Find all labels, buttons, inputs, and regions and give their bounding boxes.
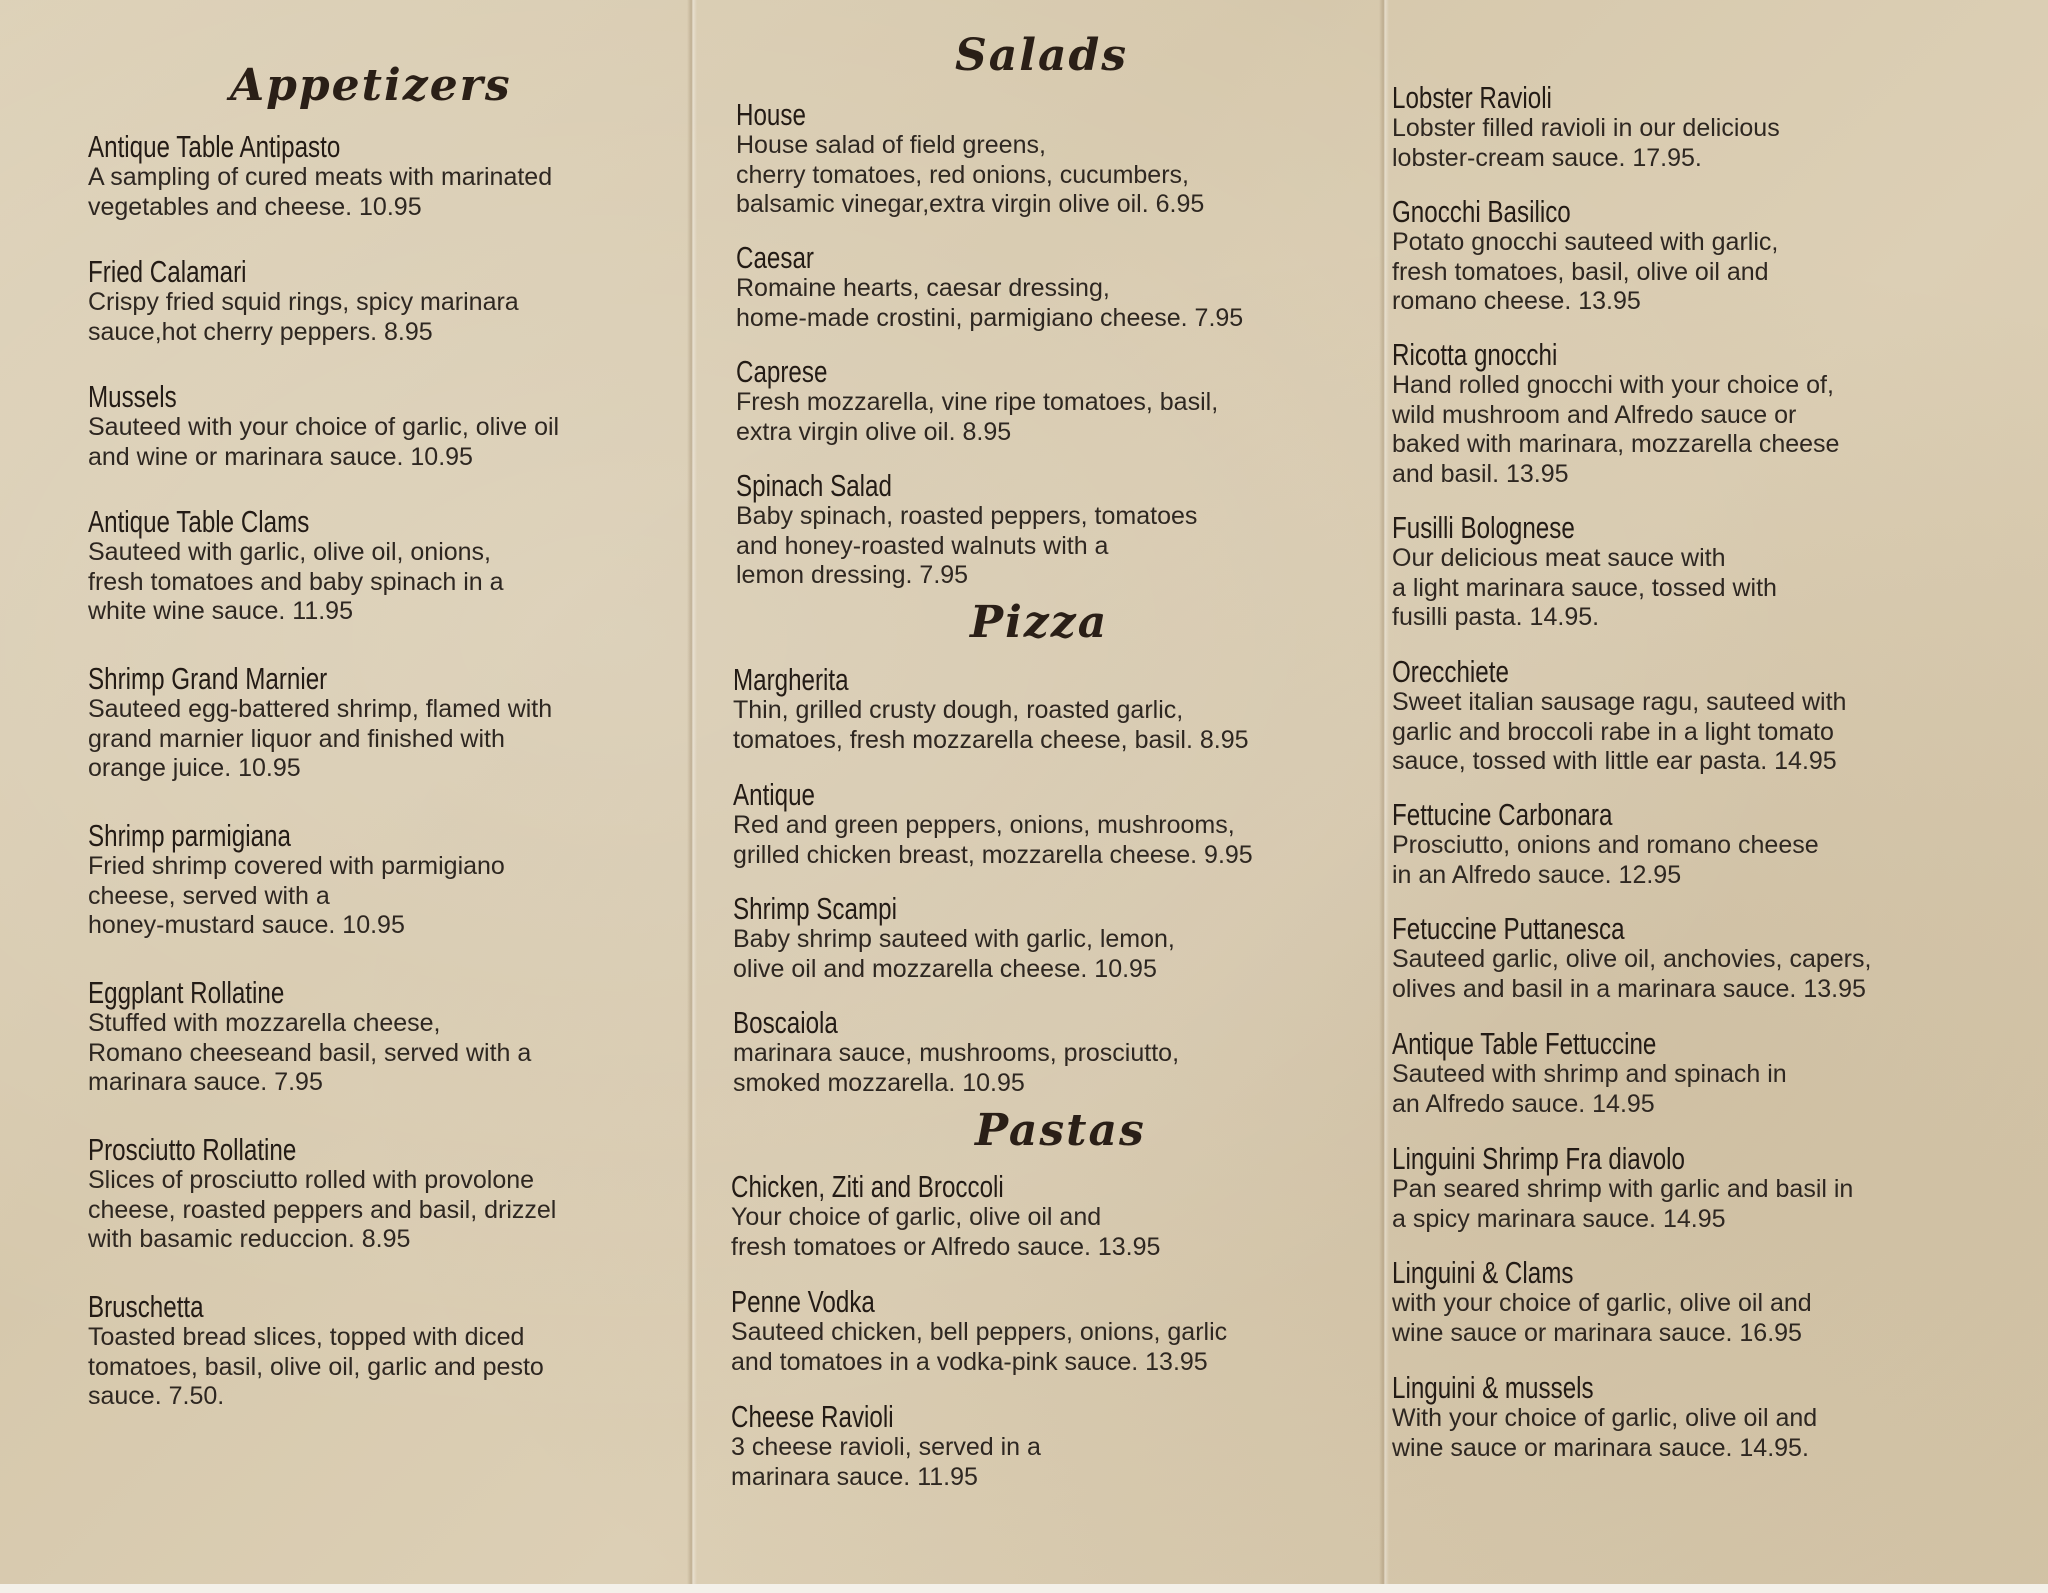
item-name: Caprese	[736, 354, 828, 389]
item-description: Romaine hearts, caesar dressing, home-made crostini, parmigiano cheese. 7.95	[736, 274, 1244, 332]
item-name: Eggplant Rollatine	[88, 975, 285, 1010]
menu-item	[1392, 511, 1777, 633]
item-name: Shrimp parmigiana	[88, 818, 291, 853]
item-name: Antique Table Fettuccine	[1392, 1026, 1657, 1061]
item-name: Fusilli Bolognese	[1392, 510, 1575, 545]
item-name: Shrimp Scampi	[733, 891, 897, 926]
item-description: Sauteed egg-battered shrimp, flamed with grand marnier liquor and finished with orange juice. 10.95	[88, 695, 553, 782]
item-name: House	[736, 97, 806, 132]
menu-item	[731, 1400, 1041, 1492]
fold-line	[1379, 0, 1389, 1584]
menu-item	[736, 469, 1197, 591]
item-description: Baby shrimp sauteed with garlic, lemon, olive oil and mozzarella cheese. 10.95	[733, 925, 1175, 983]
scan-border	[0, 1584, 2048, 1593]
item-name: Lobster Ravioli	[1392, 80, 1552, 115]
menu-item	[1392, 1256, 1812, 1348]
menu-item	[1392, 1027, 1787, 1119]
item-description: Baby spinach, roasted peppers, tomatoes and honey-roasted walnuts with a lemon dressing. 7.95	[736, 502, 1198, 589]
menu-item	[733, 1006, 1179, 1098]
item-name: Antique Table Clams	[88, 504, 310, 539]
item-name: Chicken, Ziti and Broccoli	[731, 1169, 1004, 1204]
item-name: Cheese Ravioli	[731, 1399, 894, 1434]
item-name: Caesar	[736, 240, 814, 275]
item-description: Sauteed with garlic, olive oil, onions, fresh tomatoes and baby spinach in a white wine sauce. 11.95	[88, 538, 504, 625]
item-name: Linguini & mussels	[1392, 1370, 1594, 1405]
menu-item	[1392, 798, 1819, 890]
item-description: Thin, grilled crusty dough, roasted garlic, tomatoes, fresh mozzarella cheese, basil. 8.95	[733, 696, 1249, 754]
item-description: Toasted bread slices, topped with diced tomatoes, basil, olive oil, garlic and pesto sauce. 7.50.	[88, 1323, 544, 1410]
menu-item	[736, 355, 1218, 447]
fold-line	[687, 0, 697, 1584]
menu-item	[733, 663, 1249, 755]
item-name: Linguini & Clams	[1392, 1255, 1574, 1290]
item-name: Antique Table Antipasto	[88, 129, 341, 164]
item-description: Slices of prosciutto rolled with provolone cheese, roasted peppers and basil, drizzel with basamic reduccion. 8.95	[88, 1166, 557, 1253]
item-name: Orecchiete	[1392, 654, 1509, 689]
menu-item	[88, 662, 552, 784]
menu-item	[88, 1290, 544, 1412]
item-description: marinara sauce, mushrooms, prosciutto, smoked mozzarella. 10.95	[733, 1039, 1180, 1097]
menu-item	[1392, 81, 1780, 173]
menu-item	[733, 892, 1175, 984]
item-description: Crispy fried squid rings, spicy marinara sauce,hot cherry peppers. 8.95	[88, 288, 519, 346]
menu-item	[1392, 1142, 1853, 1234]
menu-item	[731, 1170, 1160, 1262]
item-name: Fettucine Carbonara	[1392, 797, 1613, 832]
menu-item	[736, 98, 1204, 220]
item-description: Red and green peppers, onions, mushrooms, grilled chicken breast, mozzarella cheese. 9.95	[733, 811, 1253, 869]
item-name: Penne Vodka	[731, 1284, 875, 1319]
item-description: Sauteed with your choice of garlic, olive oil and wine or marinara sauce. 10.95	[88, 413, 560, 471]
menu-item	[88, 819, 505, 941]
item-description: Lobster filled ravioli in our delicious lobster-cream sauce. 17.95.	[1392, 114, 1780, 172]
item-name: Ricotta gnocchi	[1392, 337, 1558, 372]
item-name: Fried Calamari	[88, 254, 247, 289]
item-name: Boscaiola	[733, 1005, 838, 1040]
item-name: Mussels	[88, 379, 177, 414]
menu-item	[1392, 912, 1871, 1004]
item-name: Antique	[733, 777, 816, 812]
item-description: House salad of field greens, cherry tomatoes, red onions, cucumbers, balsamic vinegar,extra virgin olive oil. 6.95	[736, 131, 1205, 218]
item-description: Pan seared shrimp with garlic and basil in a spicy marinara sauce. 14.95	[1392, 1175, 1854, 1233]
menu-item	[733, 778, 1253, 870]
item-name: Prosciutto Rollatine	[88, 1132, 297, 1167]
item-name: Linguini Shrimp Fra diavolo	[1392, 1141, 1685, 1176]
item-description: with your choice of garlic, olive oil and wine sauce or marinara sauce. 16.95	[1392, 1289, 1812, 1347]
item-description: Fresh mozzarella, vine ripe tomatoes, basil, extra virgin olive oil. 8.95	[736, 388, 1219, 446]
menu-item	[1392, 195, 1778, 317]
item-description: Prosciutto, onions and romano cheese in an Alfredo sauce. 12.95	[1392, 831, 1819, 889]
item-description: Sauteed garlic, olive oil, anchovies, capers, olives and basil in a marinara sauce. 13.95	[1392, 945, 1872, 1003]
menu-item	[731, 1285, 1227, 1377]
item-description: Sweet italian sausage ragu, sauteed with garlic and broccoli rabe in a light tomato sauce, tossed with little ear pasta. 14.95	[1392, 688, 1847, 775]
section-title-salads: Salads	[955, 30, 1129, 81]
item-description: Potato gnocchi sauteed with garlic, fresh tomatoes, basil, olive oil and romano cheese. 13.95	[1392, 228, 1779, 315]
menu-item	[88, 976, 531, 1098]
menu-item	[88, 505, 504, 627]
item-description: Sauteed chicken, bell peppers, onions, garlic and tomatoes in a vodka-pink sauce. 13.95	[731, 1318, 1228, 1376]
item-description: Sauteed with shrimp and spinach in an Alfredo sauce. 14.95	[1392, 1060, 1787, 1118]
menu-item	[1392, 655, 1846, 777]
item-name: Shrimp Grand Marnier	[88, 661, 328, 696]
menu-item	[1392, 338, 1839, 489]
item-description: 3 cheese ravioli, served in a marinara sauce. 11.95	[731, 1433, 1041, 1491]
item-name: Margherita	[733, 662, 849, 697]
item-description: Stuffed with mozzarella cheese, Romano cheeseand basil, served with a marinara sauce. 7.95	[88, 1009, 532, 1096]
menu-item	[88, 130, 552, 222]
section-title-pastas: Pastas	[975, 1105, 1146, 1156]
item-description: Your choice of garlic, olive oil and fresh tomatoes or Alfredo sauce. 13.95	[731, 1203, 1161, 1261]
item-description: Fried shrimp covered with parmigiano cheese, served with a honey-mustard sauce. 10.95	[88, 852, 505, 939]
item-name: Spinach Salad	[736, 468, 892, 503]
menu-item	[736, 241, 1243, 333]
item-description: With your choice of garlic, olive oil and wine sauce or marinara sauce. 14.95.	[1392, 1404, 1818, 1462]
menu-item	[88, 1133, 556, 1255]
item-description: A sampling of cured meats with marinated vegetables and cheese. 10.95	[88, 163, 553, 221]
menu-item	[88, 380, 559, 472]
item-description: Our delicious meat sauce with a light marinara sauce, tossed with fusilli pasta. 14.95.	[1392, 544, 1777, 631]
section-title-appetizers: Appetizers	[230, 60, 512, 111]
menu-item	[88, 255, 519, 347]
section-title-pizza: Pizza	[970, 597, 1109, 648]
item-name: Gnocchi Basilico	[1392, 194, 1571, 229]
menu-item	[1392, 1371, 1817, 1463]
item-description: Hand rolled gnocchi with your choice of, wild mushroom and Alfredo sauce or baked with marinara, mozzarella cheese and basil. 13.95	[1392, 371, 1840, 488]
item-name: Bruschetta	[88, 1289, 204, 1324]
item-name: Fetuccine Puttanesca	[1392, 911, 1625, 946]
